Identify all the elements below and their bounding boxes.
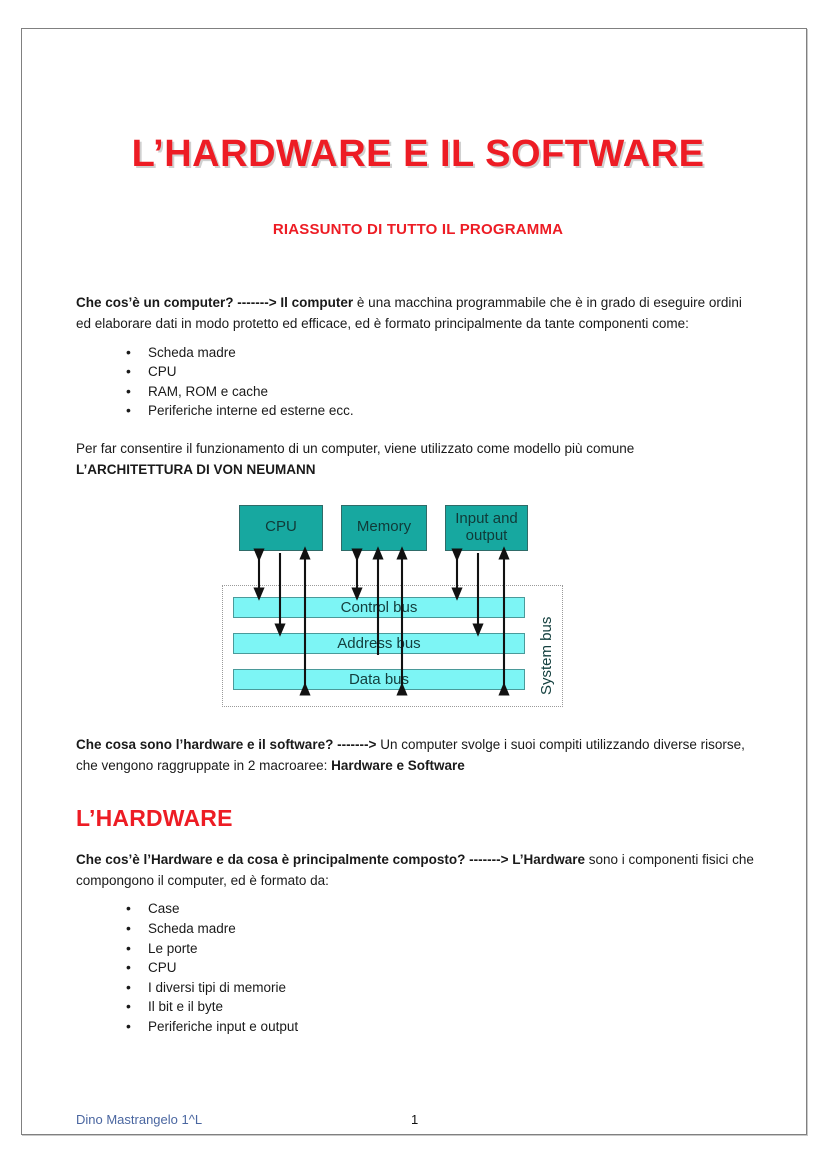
diagram-unit-input-output [445,505,528,551]
diagram-bus-label: Address bus [337,634,421,652]
question-hardware: Che cos’è l’Hardware e da cosa è principalmente composto? -------> [76,851,509,867]
model-intro-text: Per far consentire il funzionamento di un computer, viene utilizzato come modello più comune [76,440,635,456]
paragraph-model-intro [76,421,760,481]
diagram-bus-data [233,669,525,690]
model-name: L’ARCHITETTURA DI VON NEUMANN [76,461,316,477]
paragraph-hardware-software [76,717,760,777]
list-item: • Periferiche input e output [126,1017,760,1037]
question-hardware-software: Che cosa sono l’hardware e il software? -------> [76,736,377,752]
diagram-unit-label: Input and output [455,509,518,544]
diagram-bus-label: Data bus [348,670,410,688]
footer-author: Dino Mastrangelo 1^L [76,1112,203,1127]
answer-hw-sw-pre: Un computer svolge i suoi compiti utilizzando diverse risorse, che vengono raggruppate in 2 macroaree: [76,736,745,773]
list-item: • RAM, ROM e cache [126,382,760,402]
answer-computer-bold: Il computer [280,294,354,310]
list-hardware-components [76,891,760,1036]
diagram-bus-address [233,633,525,654]
diagram-unit-label: Memory [356,518,412,536]
diagram-unit-memory [341,505,427,551]
question-computer: Che cos’è un computer? -------> [76,294,277,310]
list-item: • CPU [126,362,760,382]
page-subtitle: RIASSUNTO DI TUTTO IL PROGRAMMA [272,220,564,238]
diagram-bus-label: Control bus [340,598,418,616]
list-computer-components [76,335,760,421]
section-heading-hardware: L’HARDWARE [76,804,233,831]
document-page [21,28,807,1135]
list-item: • Case [126,899,760,919]
answer-hw-sw-bold: Hardware e Software [331,757,465,773]
list-item: • Periferiche interne ed esterne ecc. [126,401,760,421]
page-title: L’HARDWARE E IL SOFTWARE [131,133,705,175]
answer-computer-rest: è una macchina programmabile che è in grado di eseguire ordini ed elaborare dati in modo protetto ed efficace, ed è formato principalmente da tante componenti come: [76,294,742,331]
list-item: • Le porte [126,939,760,959]
von-neumann-diagram [76,499,760,717]
diagram-bus-control [233,597,525,618]
diagram-unit-label: CPU [265,518,297,536]
diagram-unit-cpu [239,505,323,551]
list-item: • Scheda madre [126,919,760,939]
list-item: • I diversi tipi di memorie [126,978,760,998]
paragraph-hardware-definition [76,832,760,892]
footer-page-number: 1 [411,1112,419,1127]
paragraph-computer-definition [76,238,760,335]
list-item: • CPU [126,958,760,978]
list-item: • Il bit e il byte [126,997,760,1017]
list-item: • Scheda madre [126,343,760,363]
answer-hardware-rest: sono i componenti fisici che compongono il computer, ed è formato da: [76,851,754,888]
answer-hardware-bold: L’Hardware [512,851,586,867]
system-bus-label: System bus [538,616,555,695]
page-content [76,29,760,1134]
